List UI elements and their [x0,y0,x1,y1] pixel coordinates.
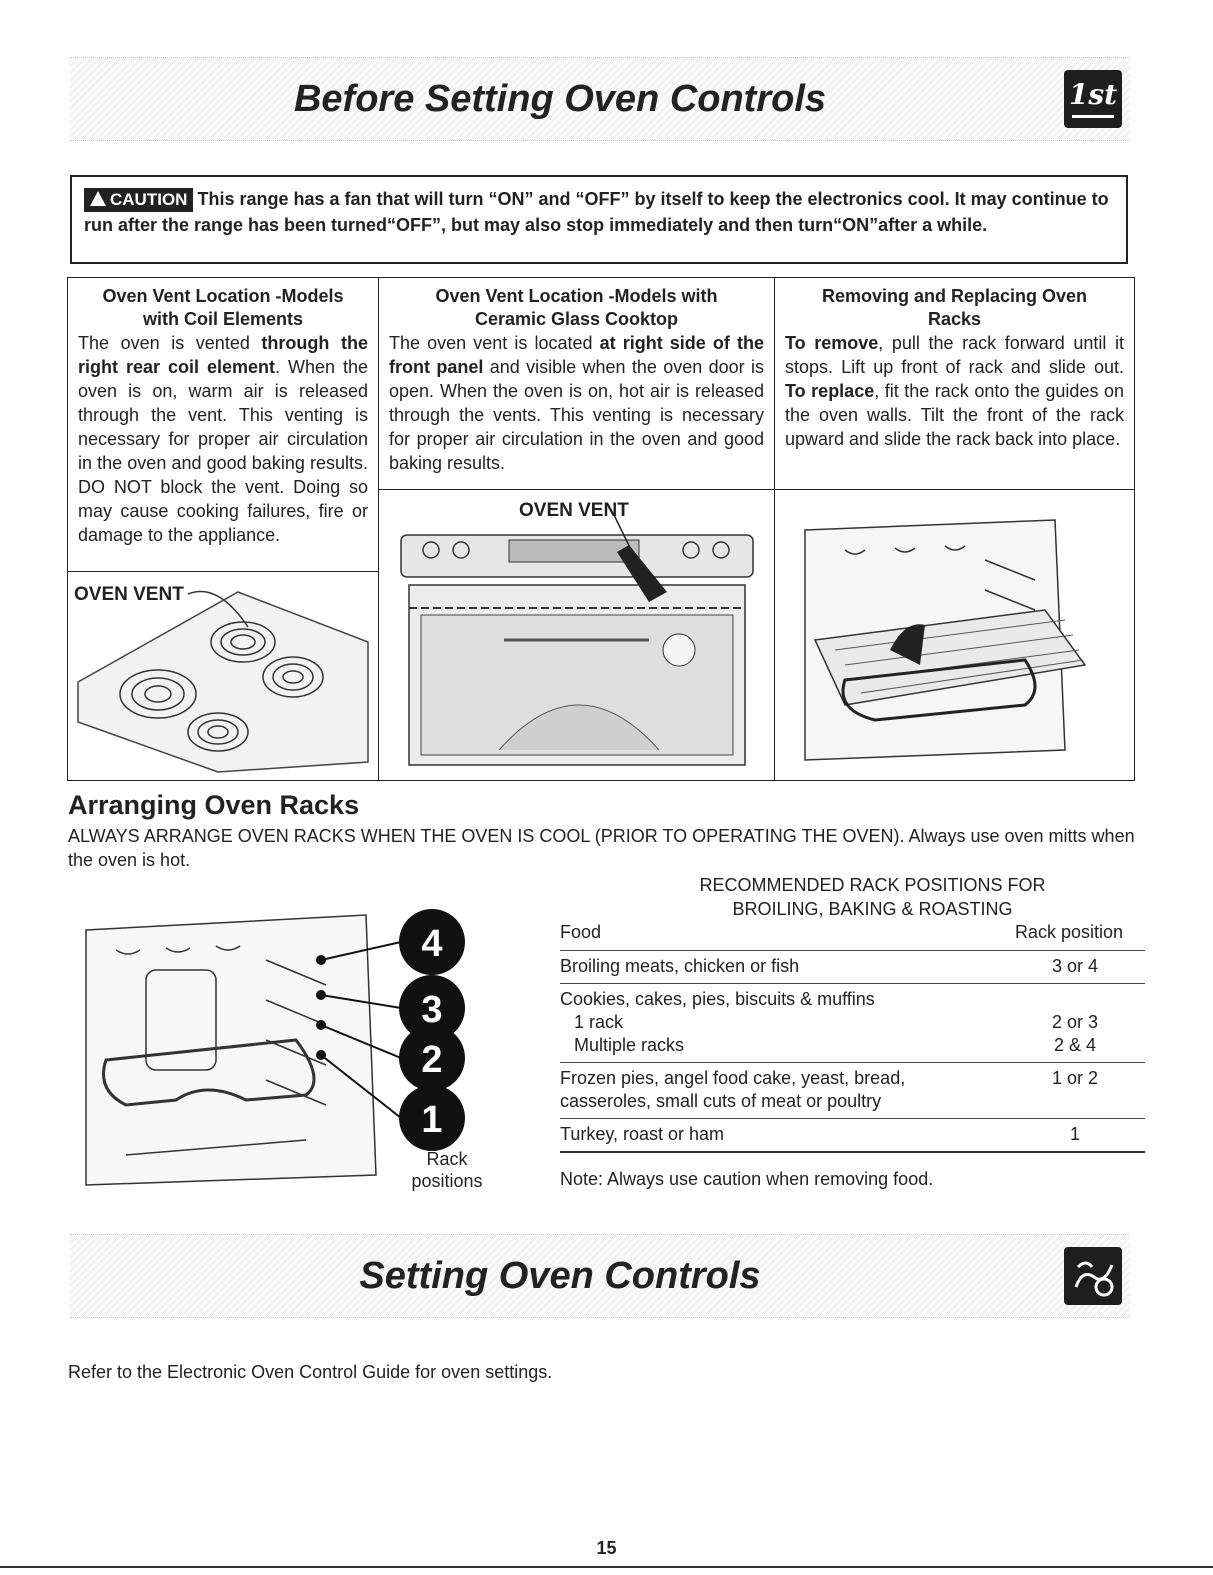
table-title-line2: BROILING, BAKING & ROASTING [732,899,1013,919]
row-food: casseroles, small cuts of meat or poultry [560,1091,882,1111]
table-title-line1: RECOMMENDED RACK POSITIONS FOR [699,875,1046,895]
caution-badge [84,188,193,212]
row-position [1005,1090,1145,1113]
oven-vent-label-glass: OVEN VENT [519,500,629,521]
rack-caption-line1: Rack [426,1149,468,1169]
row-position: 1 or 2 [1051,1068,1099,1088]
rack-position-4: 4 [421,923,443,965]
remove-text: , pull the rack forward until it stops. Lift up front of rack and slide out. [785,333,1124,377]
glass-vent-text [379,331,774,475]
row-position: 2 or 3 [1051,1012,1099,1032]
rack-position-table [560,873,1145,1191]
caution-badge-label: CAUTION [110,190,188,209]
bottom-rule [0,1566,1213,1568]
glass-vent-column [379,278,775,780]
oven-vent-label-coil: OVEN VENT [74,584,184,605]
page-title: Before Setting Oven Controls [293,78,827,120]
replace-label: To replace [785,381,875,401]
racks-column [775,278,1134,780]
table-row [560,951,1145,984]
table-row [560,984,1145,1063]
coil-vent-heading: Oven Vent Location -Models with Coil Elements [102,286,344,329]
coil-vent-rest: . When the oven is on, warm air is released through the vent. This venting is necessary for proper air circulation in the oven and good baking results. DO NOT block the vent. Doing so may cause cooking failures, fire or damage to the appliance. [78,357,369,545]
page-number: 15 [596,1538,617,1558]
col-food-header: Food [560,922,602,942]
table-row [560,1063,1145,1119]
rack-caption-line2: positions [411,1171,483,1191]
caution-text: This range has a fan that will turn “ON” and “OFF” by itself to keep the electronics cool. It may continue to run after the range has been turned“OFF”, but may also stop immediately and then turn“ON”after a while. [84,189,1109,235]
coil-vent-column [68,278,379,780]
row-food: 1 rack [574,1012,624,1032]
table-header [560,921,1145,951]
caution-box [70,175,1128,264]
setting-text: Refer to the Electronic Oven Control Guide for oven settings. [68,1362,553,1382]
first-step-icon [1064,70,1122,128]
row-position: 3 or 4 [1051,956,1099,976]
remove-label: To remove [785,333,879,353]
coil-cooktop-figure [68,571,378,780]
rack-position-1: 1 [421,1099,443,1141]
racks-heading: Removing and Replacing Oven Racks [821,286,1088,329]
glass-vent-bold: at right side of the front panel [389,333,764,377]
table-note: Note: Always use caution when removing food. [560,1169,934,1189]
coil-vent-bold: through the right rear coil element [78,333,368,377]
glass-range-figure [379,489,774,780]
row-food: Turkey, roast or ham [560,1124,725,1144]
row-food: Broiling meats, chicken or fish [560,956,800,976]
row-position [1005,988,1145,1011]
col-position-header: Rack position [1014,922,1123,942]
rack-positions-caption [402,1148,492,1192]
first-step-label: 1st [1068,78,1118,111]
table-row [560,1119,1145,1153]
setting-banner [70,1234,1130,1318]
row-position: 1 [1069,1124,1080,1144]
setting-title: Setting Oven Controls [359,1255,761,1297]
coil-vent-text [68,331,378,547]
glass-vent-intro: The oven vent is located [389,333,600,353]
rack-position-3: 3 [421,989,443,1031]
settings-icon [1064,1247,1122,1305]
row-position: 2 & 4 [1053,1035,1097,1055]
rack-removal-figure [775,489,1134,780]
header-banner [70,57,1130,141]
glass-vent-rest: and visible when the oven door is open. When the oven is on, hot air is released through the vents. This venting is necessary for proper air circulation in the oven and good baking results. [389,357,765,473]
glass-vent-heading: Oven Vent Location -Models with Ceramic Glass Cooktop [435,286,718,329]
rack-position-2: 2 [421,1039,443,1081]
row-food: Cookies, cakes, pies, biscuits & muffins [560,989,875,1009]
replace-text: , fit the rack onto the guides on the oven walls. Tilt the front of the rack upward and slide the rack back into place. [785,381,1124,449]
row-food: Frozen pies, angel food cake, yeast, bread, [560,1068,906,1088]
arranging-racks-heading: Arranging Oven Racks [68,790,360,820]
vent-info-grid [67,277,1135,781]
coil-vent-intro: The oven is vented [78,333,262,353]
warning-icon [90,191,106,206]
arranging-racks-text: ALWAYS ARRANGE OVEN RACKS WHEN THE OVEN IS COOL (PRIOR TO OPERATING THE OVEN). Always use oven mitts when the oven is hot. [68,826,1135,870]
row-food: Multiple racks [574,1035,685,1055]
racks-text [775,331,1134,451]
